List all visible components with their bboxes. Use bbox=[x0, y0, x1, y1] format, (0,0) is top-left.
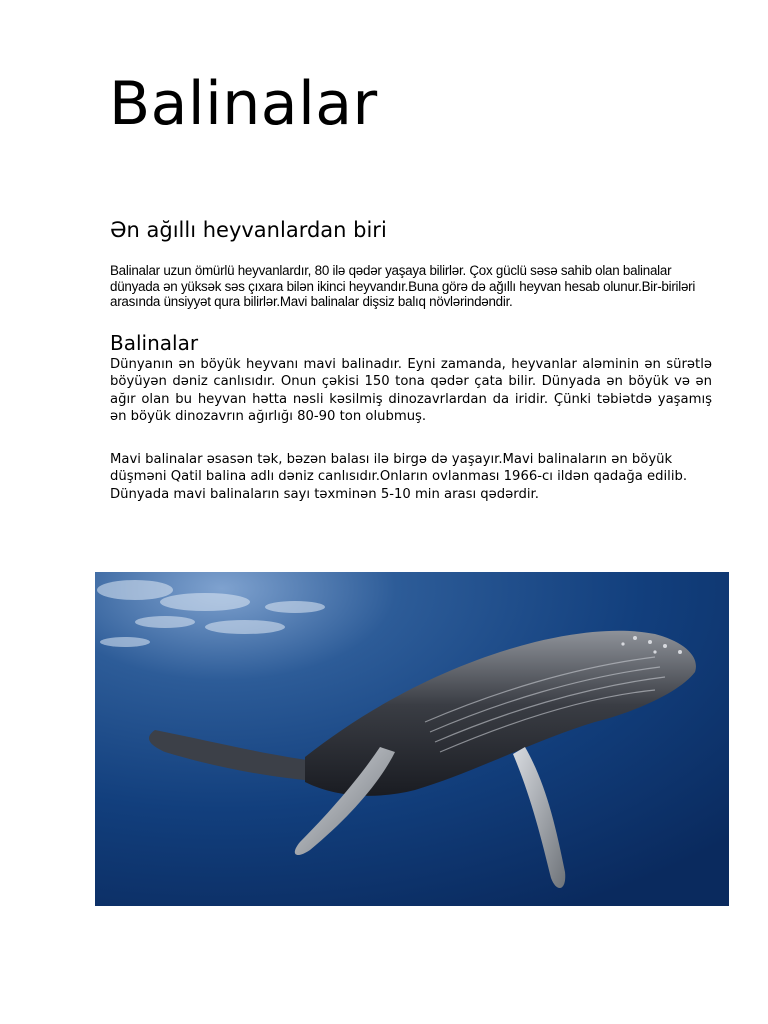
subtitle: Ən ağıllı heyvanlardan biri bbox=[110, 218, 387, 242]
intro-paragraph: Balinalar uzun ömürlü heyvanlardır, 80 ilə qədər yaşaya bilirlər. Çox güclü səsə sahib olan balinalar dünyada ən yüksək səs çıxara bilən ikinci heyvandır.Buna görə də ağıllı heyvan hesab olunur.Bir-biriləri arasında ünsiyyət qura bilirlər.Mavi balinalar dişsiz balıq növlərindəndir. bbox=[110, 263, 696, 309]
body-paragraph-1: Dünyanın ən böyük heyvanı mavi balinadır. Eyni zamanda, heyvanlar aləminin ən sürətlə böyüyən dəniz canlısıdır. Onun çəkisi 150 tona qədər çata bilir. Dünyada ən böyük və ən ağır olan bu heyvan hətta nəsli kəsilmiş dinozavrlardan da iridir. Çünki təbiətdə yaşamış ən böyük dinozavrın ağırlığı 80-90 ton olubmuş. bbox=[110, 357, 712, 424]
page-title: Balinalar bbox=[109, 69, 378, 139]
section-heading: Balinalar bbox=[110, 331, 199, 355]
body-paragraph-2: Mavi balinalar əsasən tək, bəzən balası ilə birgə də yaşayır.Mavi balinaların ən böyük düşməni Qatil balina adlı dəniz canlısıdır.Onların ovlanması 1966-cı ildən qadağa edilib. Dünyada mavi balinaların sayı təxminən 5-10 min arası qədərdir. bbox=[110, 452, 688, 502]
whale-photo bbox=[95, 572, 729, 906]
whale-illustration bbox=[95, 572, 729, 906]
